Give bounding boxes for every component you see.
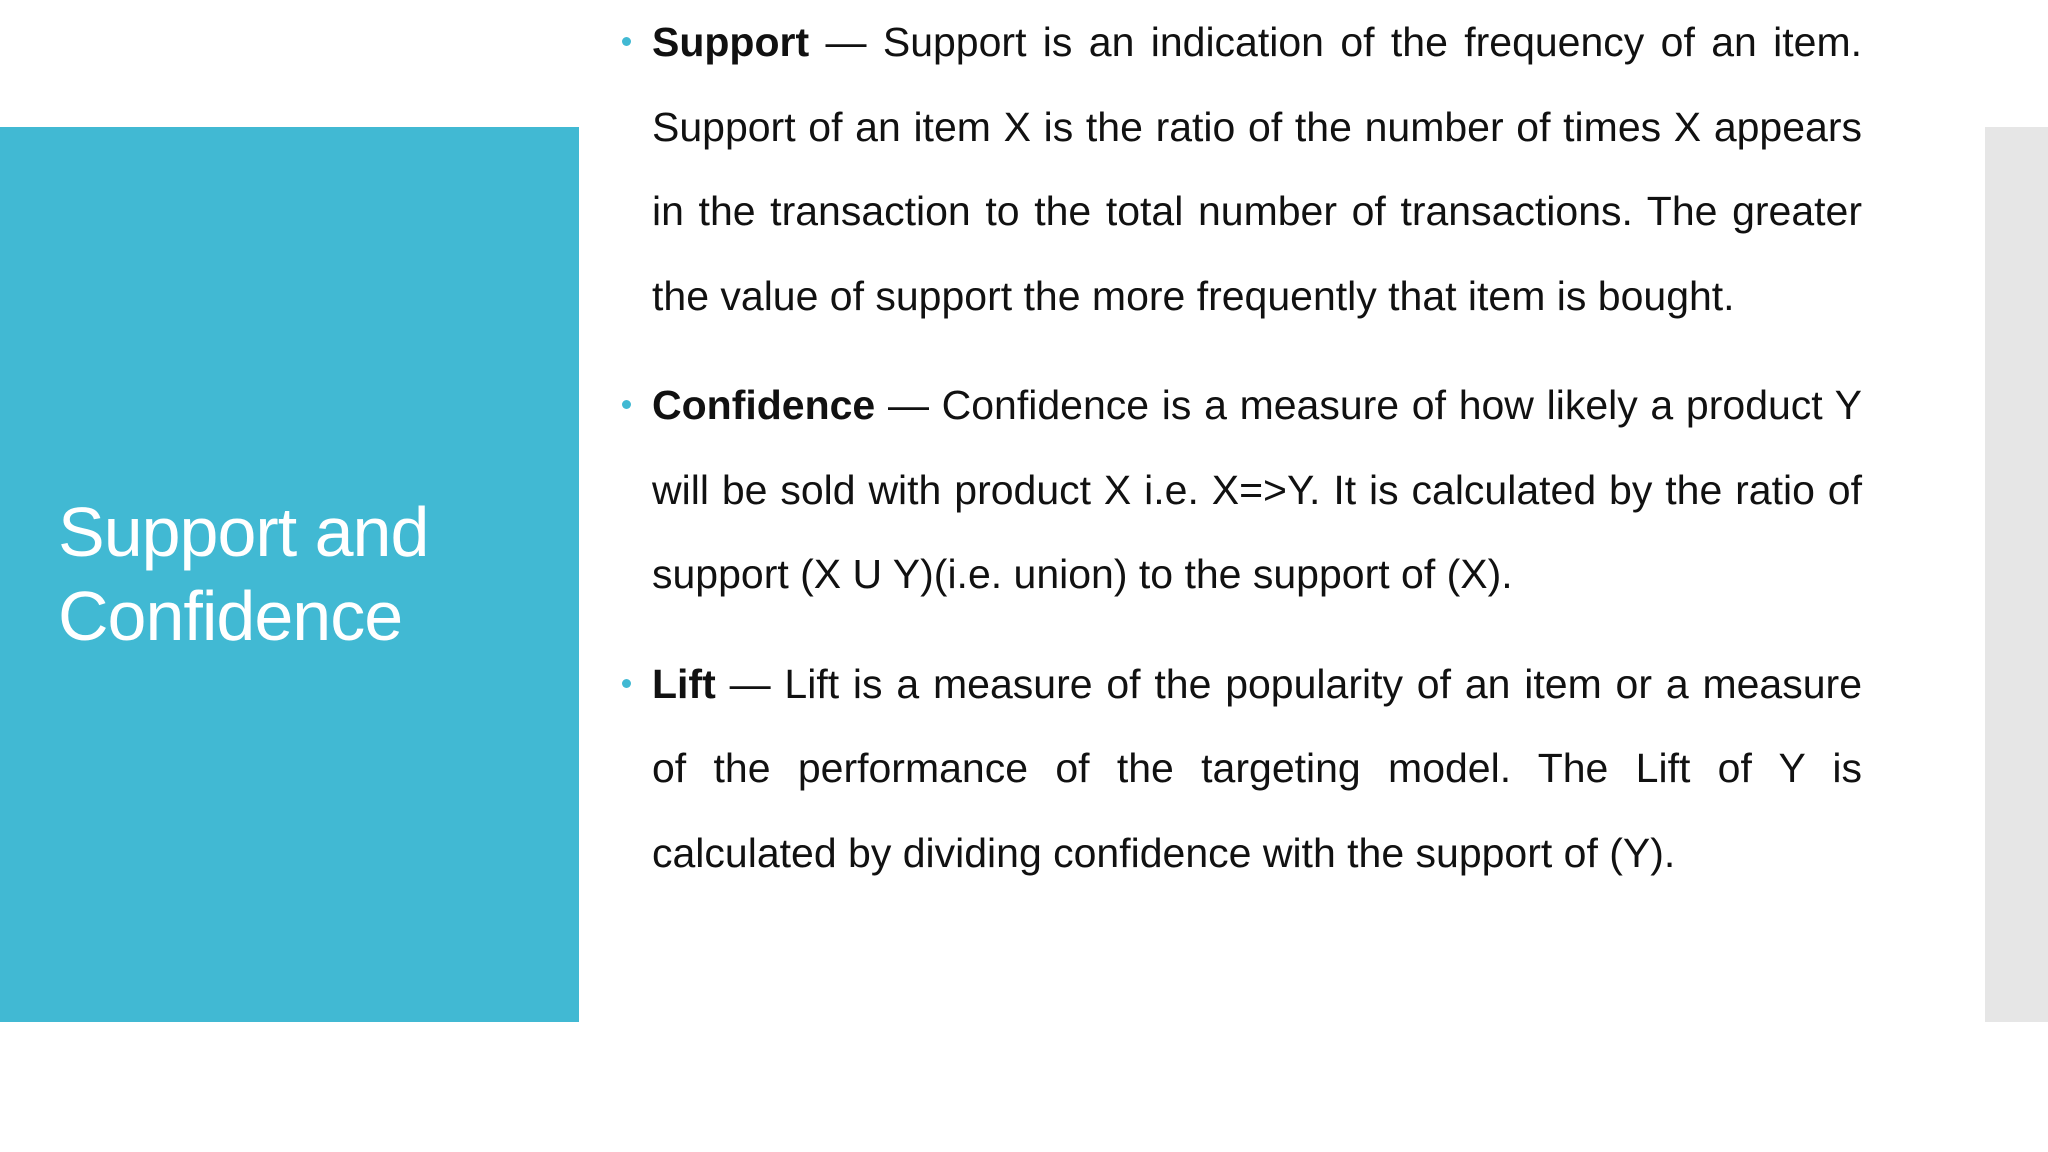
bullet-dot-icon	[622, 679, 631, 688]
bullet-dot-icon	[622, 400, 631, 409]
bullet-support	[622, 0, 1862, 338]
bullet-text: — Lift is a measure of the popularity of an item or a measure of the performance of the targeting model. The Lift of Y is calculated by dividing confidence with the support of (Y).	[652, 660, 1862, 876]
slide-title: Support and Confidence	[58, 493, 429, 655]
bullet-term: Confidence	[652, 382, 876, 428]
bullet-text: — Support is an indication of the frequency of an item. Support of an item X is the ratio of the number of times X appears in the transaction to the total number of transactions. The greater the value of support the more frequently that item is bought.	[652, 19, 1862, 319]
bullet-dot-icon	[622, 37, 631, 46]
bullet-term: Support	[652, 19, 810, 65]
bullet-lift	[622, 642, 1862, 896]
bullet-list	[622, 0, 1862, 895]
bullet-confidence	[622, 363, 1862, 617]
bullet-text: — Confidence is a measure of how likely a product Y will be sold with product X i.e. X=>Y. It is calculated by the ratio of support (X U Y)(i.e. union) to the support of (X).	[652, 382, 1862, 597]
right-decorative-strip	[1985, 127, 2048, 1022]
bullet-term: Lift	[652, 660, 716, 707]
